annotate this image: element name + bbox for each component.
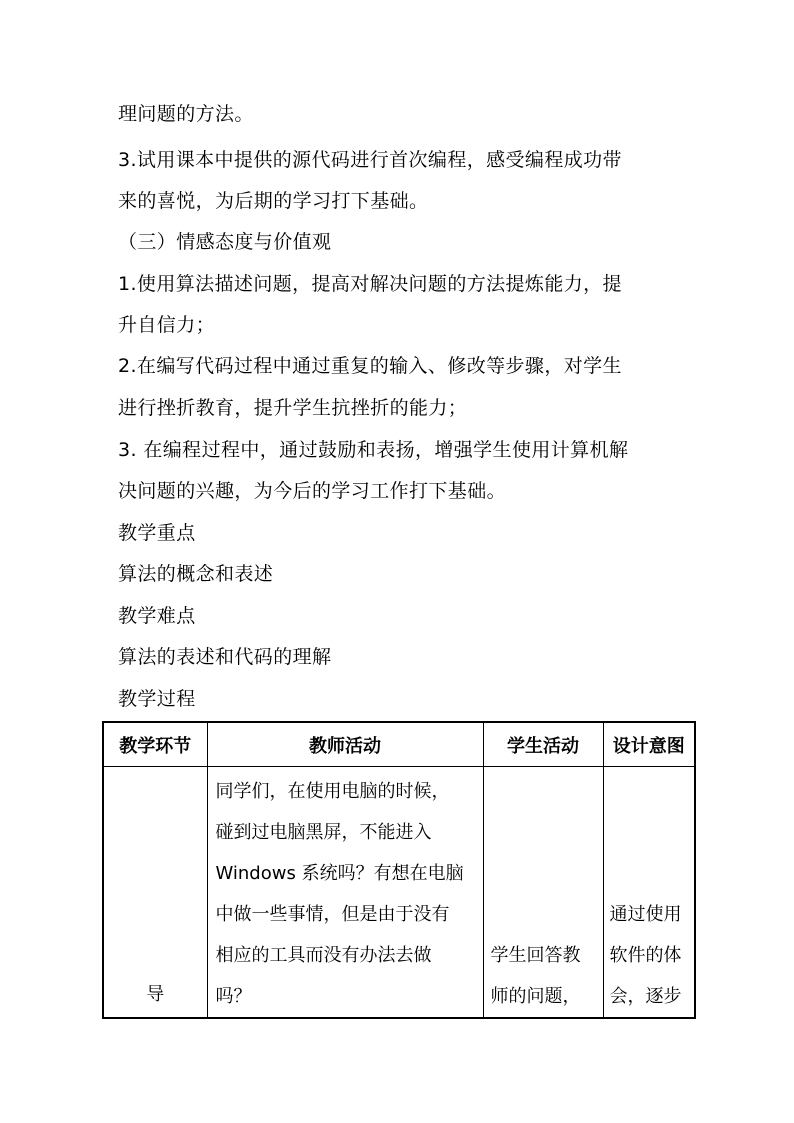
cell-student-activity — [483, 767, 603, 1019]
teacher-line: 吗？ — [215, 986, 252, 1007]
header-teacher-activity: 教师活动 — [207, 722, 483, 767]
teacher-line: 碰到过电脑黑屏，不能进入 — [215, 822, 432, 843]
heading-process: 教学过程 — [118, 688, 196, 710]
paragraph: 进行挫折教育，提升学生抗挫折的能力； — [118, 397, 468, 419]
paragraph: 来的喜悦，为后期的学习打下基础。 — [118, 190, 429, 212]
student-line: 学生回答教 — [490, 945, 581, 966]
design-line: 通过使用 — [609, 904, 682, 925]
header-design-intent: 设计意图 — [603, 722, 695, 767]
cell-design-intent — [603, 767, 695, 1019]
heading-key-points: 教学重点 — [118, 522, 196, 544]
stage-text: 导 — [146, 984, 165, 1005]
paragraph: 2.在编写代码过程中通过重复的输入、修改等步骤，对学生 — [118, 355, 622, 377]
table-header-row — [103, 722, 695, 767]
paragraph: 算法的概念和表述 — [118, 563, 274, 585]
design-line: 软件的体 — [609, 945, 682, 966]
table-row — [103, 767, 695, 1019]
teacher-line: 相应的工具而没有办法去做 — [215, 945, 432, 966]
teacher-line: 中做一些事情，但是由于没有 — [215, 904, 450, 925]
header-student-activity: 学生活动 — [483, 722, 603, 767]
paragraph: 理问题的方法。 — [118, 103, 254, 125]
paragraph: 3. 在编程过程中，通过鼓励和表扬，增强学生使用计算机解 — [118, 439, 629, 461]
paragraph: 3.试用课本中提供的源代码进行首次编程，感受编程成功带 — [118, 149, 622, 171]
cell-stage — [103, 767, 207, 1019]
header-stage: 教学环节 — [103, 722, 207, 767]
design-line: 会，逐步 — [609, 986, 682, 1007]
paragraph: 升自信力； — [118, 314, 216, 336]
heading-difficulties: 教学难点 — [118, 605, 196, 627]
paragraph: 1.使用算法描述问题，提高对解决问题的方法提炼能力，提 — [118, 273, 622, 295]
teacher-line: Windows 系统吗？有想在电脑 — [215, 863, 464, 884]
student-line: 师的问题， — [490, 986, 581, 1007]
section-heading: （三）情感态度与价值观 — [118, 231, 332, 253]
paragraph: 算法的表述和代码的理解 — [118, 646, 332, 668]
teaching-process-table — [102, 721, 696, 1019]
paragraph: 决问题的兴趣，为今后的学习工作打下基础。 — [118, 480, 507, 502]
teacher-line: 同学们，在使用电脑的时候， — [215, 781, 450, 802]
cell-teacher-activity — [207, 767, 483, 1019]
